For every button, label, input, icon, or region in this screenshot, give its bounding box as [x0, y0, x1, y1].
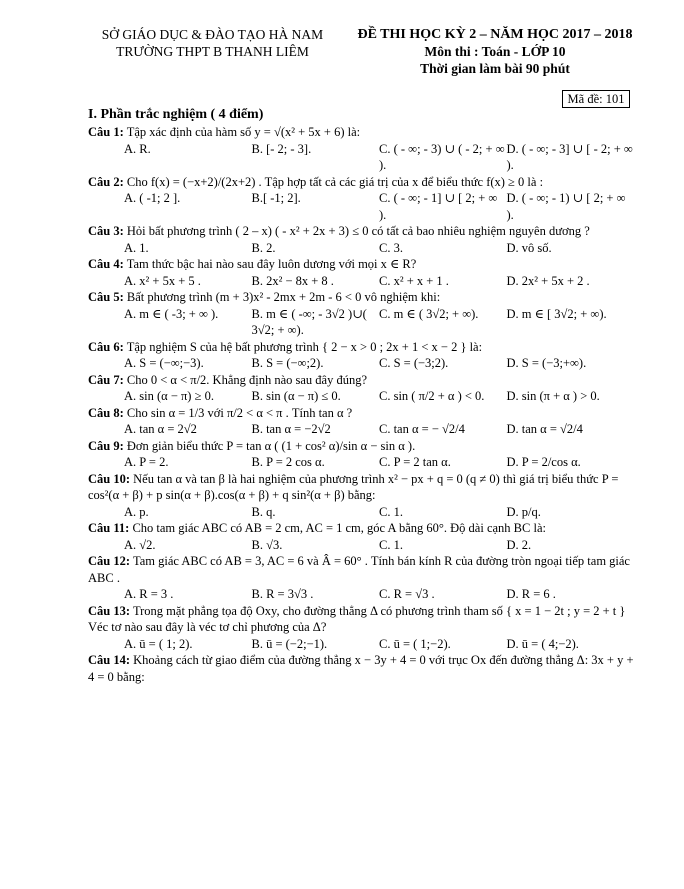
answer-option[interactable]: A. R = 3 . [124, 587, 174, 601]
answer-option[interactable]: D. ū = ( 4;−2). [506, 636, 579, 651]
answer-options [88, 537, 634, 554]
question-stem [88, 174, 634, 191]
answer-option[interactable]: C. 1. [379, 504, 403, 519]
answer-option[interactable]: D. P = 2/cos α. [506, 455, 581, 469]
question-label: Câu 2: [88, 174, 124, 189]
question [88, 372, 634, 405]
question-label: Câu 3: [88, 224, 124, 238]
answer-option[interactable]: B. sin (α − π) ≤ 0. [251, 389, 341, 403]
question [88, 438, 634, 471]
answer-option[interactable]: A. P = 2. [124, 455, 169, 469]
answer-option[interactable]: A. x² + 5x + 5 . [124, 273, 201, 288]
answer-option[interactable]: D. 2x² + 5x + 2 . [506, 273, 590, 288]
question-stem [88, 339, 634, 356]
answer-option[interactable]: C. m ∈ ( 3√2; + ∞). [379, 306, 479, 321]
answer-option[interactable]: A. tan α = 2√2 [124, 422, 197, 436]
question-label: Câu 9: [88, 438, 124, 453]
answer-option[interactable]: A. √2. [124, 537, 156, 552]
answer-options [88, 421, 634, 438]
question-stem [88, 124, 634, 141]
answer-option[interactable]: D. tan α = √2/4 [506, 422, 583, 436]
question-text: Cho tam giác ABC có AB = 2 cm, AC = 1 cm, góc A bằng 60°. Độ dài cạnh BC là: [132, 521, 546, 535]
question-label: Câu 8: [88, 405, 124, 420]
question [88, 124, 634, 174]
answer-option[interactable]: B.[ -1; 2]. [251, 191, 301, 205]
answer-option[interactable]: A. p. [124, 504, 149, 519]
answer-options [88, 388, 634, 405]
answer-options [88, 586, 634, 603]
question-label: Câu 10: [88, 471, 131, 486]
question-label: Câu 13: [88, 603, 131, 618]
answer-option[interactable]: C. 3. [379, 240, 403, 255]
answer-option[interactable]: C. x² + x + 1 . [379, 273, 449, 288]
answer-option[interactable]: C. S = (−3;2). [379, 356, 449, 370]
answer-options [88, 504, 634, 521]
answer-option[interactable]: B. [- 2; - 3]. [251, 141, 312, 156]
question-label: Câu 7: [88, 372, 124, 387]
question-stem [88, 471, 634, 504]
exam-subject: Môn thi : Toán - LỚP 10 [424, 44, 566, 59]
answer-option[interactable]: C. R = √3 . [379, 587, 435, 601]
exam-duration: Thời gian làm bài 90 phút [420, 61, 570, 76]
question-text: Nếu tan α và tan β là hai nghiệm của phương trình x² − px + q = 0 (q ≠ 0) thì giá trị biểu thức P = cos²(α + β) + p sin(α + β).cos(α + β) + q sin²(α + β) bằng: [88, 471, 619, 502]
answer-option[interactable]: C. 1. [379, 537, 403, 552]
answer-options [88, 306, 634, 339]
answer-option[interactable]: B. tan α = −2√2 [251, 422, 331, 436]
question-stem [88, 520, 634, 537]
answer-option[interactable]: B. R = 3√3 . [251, 587, 314, 601]
question-stem [88, 289, 634, 306]
question-label: Câu 1: [88, 125, 124, 139]
question-text: Tập nghiệm S của hệ bất phương trình { 2 − x > 0 ; 2x + 1 < x − 2 } là: [126, 339, 483, 354]
answer-option[interactable]: D. R = 6 . [506, 587, 556, 601]
answer-options [88, 454, 634, 471]
question-text: Cho sin α = 1/3 với π/2 < α < π . Tính tan α ? [126, 405, 353, 420]
question-stem [88, 652, 634, 685]
answer-option[interactable]: B. m ∈ ( -∞; - 3√2 )∪( 3√2; + ∞). [251, 306, 367, 337]
answer-options [88, 273, 634, 290]
school-name: TRƯỜNG THPT B THANH LIÊM [116, 44, 309, 59]
answer-options [88, 190, 634, 223]
answer-option[interactable]: B. P = 2 cos α. [251, 455, 325, 469]
question [88, 223, 634, 256]
answer-option[interactable]: D. ( - ∞; - 3] ∪ [ - 2; + ∞ ). [506, 141, 633, 172]
department-name: SỞ GIÁO DỤC & ĐÀO TẠO HÀ NAM [101, 27, 324, 42]
question-label: Câu 6: [88, 339, 124, 354]
question-text: Đơn giản biểu thức P = tan α ( (1 + cos² α)/sin α − sin α ). [126, 438, 416, 453]
question [88, 174, 634, 224]
question-stem [88, 256, 634, 273]
exam-code-box: Mã đề: 101 [562, 90, 630, 108]
question [88, 520, 634, 553]
answer-option[interactable]: C. ( - ∞; - 1] ∪ [ 2; + ∞ ). [379, 191, 498, 222]
question [88, 405, 634, 438]
answer-option[interactable]: D. S = (−3;+∞). [506, 356, 587, 370]
section-title: I. Phần trắc nghiệm ( 4 điểm) [88, 107, 264, 122]
question-text: Cho 0 < α < π/2. Khẳng định nào sau đây đúng? [126, 372, 368, 387]
exam-title: ĐỀ THI HỌC KỲ 2 – NĂM HỌC 2017 – 2018 [357, 27, 633, 42]
answer-option[interactable]: B. ū = (−2;−1). [251, 636, 328, 651]
answer-options [88, 240, 634, 257]
answer-option[interactable]: A. m ∈ ( -3; + ∞ ). [124, 306, 219, 321]
question [88, 652, 634, 685]
question-text: Tập xác định của hàm số y = √(x² + 5x + 6) là: [126, 125, 361, 139]
answer-option[interactable]: A. 1. [124, 240, 149, 255]
answer-option[interactable]: D. vô số. [506, 240, 552, 255]
question-stem [88, 223, 634, 240]
answer-option[interactable]: D. ( - ∞; - 1) ∪ [ 2; + ∞ ). [506, 191, 626, 222]
answer-option[interactable]: A. S = (−∞;−3). [124, 356, 204, 370]
answer-option[interactable]: C. ( - ∞; - 3) ∪ ( - 2; + ∞ ). [379, 141, 505, 172]
question [88, 256, 634, 289]
answer-option[interactable]: C. ū = ( 1;−2). [379, 636, 451, 651]
question-text: Trong mặt phẳng tọa độ Oxy, cho đường thẳng Δ có phương trình tham số { x = 1 − 2t ; y = 2 + t } Véc tơ nào sau đây là véc tơ chỉ phương của Δ? [88, 603, 626, 634]
answer-options [88, 355, 634, 372]
answer-option[interactable]: D. 2. [506, 537, 532, 552]
question-list [88, 124, 634, 685]
question-text: Hỏi bất phương trình ( 2 – x) ( - x² + 2x + 3) ≤ 0 có tất cả bao nhiêu nghiệm nguyên dương ? [126, 224, 590, 238]
question-label: Câu 4: [88, 257, 124, 271]
question [88, 603, 634, 653]
header-right [345, 26, 645, 77]
answer-option[interactable]: B. 2. [251, 240, 276, 255]
answer-option[interactable]: D. sin (π + α ) > 0. [506, 389, 600, 403]
answer-option[interactable]: A. sin (α − π) ≥ 0. [124, 389, 214, 403]
answer-option[interactable]: A. ū = ( 1; 2). [124, 636, 193, 651]
question-stem [88, 603, 634, 636]
answer-options [88, 636, 634, 653]
answer-option[interactable]: C. tan α = − √2/4 [379, 422, 465, 436]
question-stem [88, 438, 634, 455]
question-stem [88, 372, 634, 389]
question-stem [88, 553, 634, 586]
question-label: Câu 12: [88, 554, 131, 568]
question-text: Khoảng cách từ giao điểm của đường thẳng x − 3y + 4 = 0 với trục Ox đến đường thẳng Δ: 3x + y + 4 = 0 bằng: [88, 653, 634, 684]
question-text: Cho f(x) = (−x+2)/(2x+2) . Tập hợp tất cả các giá trị của x để biểu thức f(x) ≥ 0 là : [126, 174, 544, 189]
question [88, 339, 634, 372]
question-text: Tam thức bậc hai nào sau đây luôn dương với mọi x ∈ R? [126, 257, 417, 271]
answer-option[interactable]: A. R. [124, 141, 151, 156]
answer-option[interactable]: B. √3. [251, 537, 283, 552]
answer-option[interactable]: A. ( -1; 2 ]. [124, 191, 181, 205]
question-label: Câu 11: [88, 521, 130, 535]
answer-option[interactable]: B. q. [251, 504, 276, 519]
answer-option[interactable]: B. S = (−∞;2). [251, 356, 324, 370]
answer-options [88, 141, 634, 174]
answer-option[interactable]: D. m ∈ [ 3√2; + ∞). [506, 306, 607, 321]
answer-option[interactable]: C. sin ( π/2 + α ) < 0. [379, 389, 485, 403]
question-label: Câu 14: [88, 653, 131, 667]
question [88, 471, 634, 521]
answer-option[interactable]: B. 2x² − 8x + 8 . [251, 273, 334, 288]
question-label: Câu 5: [88, 290, 124, 304]
question [88, 289, 634, 339]
answer-option[interactable]: C. P = 2 tan α. [379, 455, 451, 469]
question-stem [88, 405, 634, 422]
header-left [80, 26, 345, 60]
question [88, 553, 634, 603]
question-text: Bất phương trình (m + 3)x² - 2mx + 2m - 6 < 0 vô nghiệm khi: [126, 290, 441, 304]
answer-option[interactable]: D. p/q. [506, 504, 541, 519]
question-text: Tam giác ABC có AB = 3, AC = 6 và Â = 60° . Tính bán kính R của đường tròn ngoại tiếp tam giác ABC . [88, 554, 630, 585]
